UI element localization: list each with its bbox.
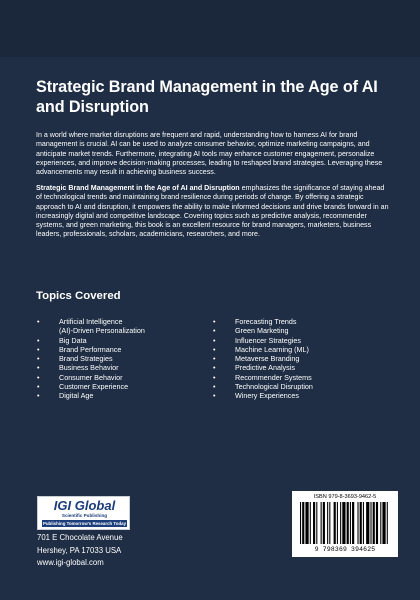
barcode-bar <box>337 502 338 544</box>
barcode-bar <box>310 502 311 544</box>
barcode-number: 9 798369 394625 <box>314 546 376 553</box>
topic-label: Recommender Systems <box>235 372 312 382</box>
barcode-bar <box>376 502 378 544</box>
topic-item <box>37 336 197 345</box>
publisher-website: www.igi-global.com <box>37 558 104 568</box>
description-paragraph-2-text: emphasizes the significance of staying ahead of technological trends and maintaining brand resilience during periods of change. By offering a strategic approach to AI and disruption, it empowers the ability to make informed decisions and drive brands forward in an increasingly digital and competitive landscape. Covering topics such as predictive analysis, recommender systems, and green marketing, this book is an excellent resource for brand managers, marketers, business leaders, professionals, scholars, academicians, researchers, and more. <box>36 184 389 239</box>
topic-label: Consumer Behavior <box>59 372 123 382</box>
bullet-icon: • <box>37 354 40 364</box>
barcode-bar <box>347 502 349 544</box>
topic-item <box>37 391 197 400</box>
barcode-bar <box>329 502 330 544</box>
bullet-icon: • <box>37 372 40 382</box>
barcode-bar <box>334 502 336 544</box>
bullet-icon: • <box>213 317 216 326</box>
book-title: Strategic Brand Management in the Age of AI and Disruption <box>36 78 378 116</box>
topic-label-continuation: (AI)-Driven Personalization <box>59 326 145 336</box>
barcode-bar <box>313 502 315 544</box>
publisher-logo-name: IGI Global <box>53 498 116 513</box>
topic-item <box>213 373 373 382</box>
topic-label: Artificial Intelligence <box>59 317 123 326</box>
bullet-icon: • <box>213 326 216 336</box>
bullet-icon: • <box>37 317 40 326</box>
barcode-bar <box>382 502 385 544</box>
bullet-icon: • <box>213 354 216 364</box>
topic-item <box>37 354 197 363</box>
bullet-icon: • <box>213 344 216 354</box>
description-paragraph-1: In a world where market disruptions are frequent and rapid, understanding how to harness AI for brand management is crucial. AI can be used to analyze consumer behavior, optimize marketing campaigns, and anticipate market trends. Furthermore, integrating AI tools may enhance customer engagement, personalize experiences, and improve decision-making processes, leading to reshaped brand strategies. Leveraging these advancements may result in achieving business success. <box>36 131 383 177</box>
topic-label: Green Marketing <box>235 326 289 336</box>
topic-label: Forecasting Trends <box>235 317 297 326</box>
isbn-label: ISBN 979-8-3693-9462-5 <box>313 494 377 500</box>
barcode-bar <box>357 502 358 544</box>
topic-label: Business Behavior <box>59 363 119 373</box>
topic-label: Technological Disruption <box>235 382 313 392</box>
bullet-icon: • <box>213 363 216 373</box>
topic-label: Metaverse Branding <box>235 354 300 364</box>
barcode-bar <box>305 502 308 544</box>
barcode-bar <box>340 502 341 544</box>
description-book-title: Strategic Brand Management in the Age of AI and Disruption <box>36 184 240 192</box>
topic-item <box>213 382 373 391</box>
topic-item <box>37 345 197 354</box>
barcode-bar <box>323 502 325 544</box>
topic-label: Predictive Analysis <box>235 363 295 373</box>
barcode-bar <box>373 502 375 544</box>
topic-item <box>37 363 197 372</box>
bullet-icon: • <box>37 335 40 345</box>
barcode-bar <box>370 502 371 544</box>
topic-label: Customer Experience <box>59 382 129 392</box>
barcode-bar <box>300 502 301 544</box>
barcode-bar <box>380 502 381 544</box>
topic-item <box>213 336 373 345</box>
bullet-icon: • <box>37 344 40 354</box>
description-paragraph-2 <box>36 184 391 240</box>
bullet-icon: • <box>213 391 216 401</box>
bullet-icon: • <box>37 382 40 392</box>
barcode-bar <box>360 502 362 544</box>
topic-item <box>213 363 373 372</box>
barcode-bar <box>316 502 317 544</box>
topic-item <box>37 382 197 391</box>
barcode-icon <box>300 502 390 544</box>
topic-label: Brand Performance <box>59 344 122 354</box>
topic-label: Big Data <box>59 335 87 345</box>
topic-item <box>213 326 373 335</box>
barcode-bar <box>366 502 369 544</box>
topic-item <box>37 317 197 336</box>
bullet-icon: • <box>37 391 40 401</box>
topic-label: Winery Experiences <box>235 391 299 401</box>
address-line-2: Hershey, PA 17033 USA <box>37 545 122 555</box>
publisher-logo-subtitle: Scientific Publishing <box>61 513 108 518</box>
topics-heading: Topics Covered <box>36 290 121 302</box>
barcode-bar <box>352 502 354 544</box>
topic-label: Machine Learning (ML) <box>235 344 309 354</box>
topic-label: Digital Age <box>59 391 94 401</box>
topic-item <box>213 354 373 363</box>
topic-item <box>213 345 373 354</box>
barcode-box <box>292 491 398 557</box>
topic-label: Influencer Strategies <box>235 335 301 345</box>
top-band <box>0 0 420 57</box>
barcode-bar <box>321 502 322 544</box>
publisher-address <box>37 532 123 570</box>
topic-item <box>213 317 373 326</box>
bullet-icon: • <box>213 335 216 345</box>
address-line-1: 701 E Chocolate Avenue <box>37 533 123 542</box>
topic-item <box>37 373 197 382</box>
bullet-icon: • <box>37 363 40 373</box>
barcode-bar <box>302 502 304 544</box>
topic-label: Brand Strategies <box>59 354 113 364</box>
topic-item <box>213 391 373 400</box>
publisher-logo-tagline: Publishing Tomorrow's Research Today <box>42 521 127 526</box>
publisher-logo <box>37 496 130 530</box>
barcode-bar <box>363 502 364 544</box>
barcode-bar <box>342 502 345 544</box>
barcode-bar <box>327 502 328 544</box>
bullet-icon: • <box>213 372 216 382</box>
topics-list-right <box>213 317 373 401</box>
barcode-bar <box>350 502 351 544</box>
barcode-bar <box>387 502 388 544</box>
topics-list-left <box>37 317 197 401</box>
bullet-icon: • <box>213 382 216 392</box>
